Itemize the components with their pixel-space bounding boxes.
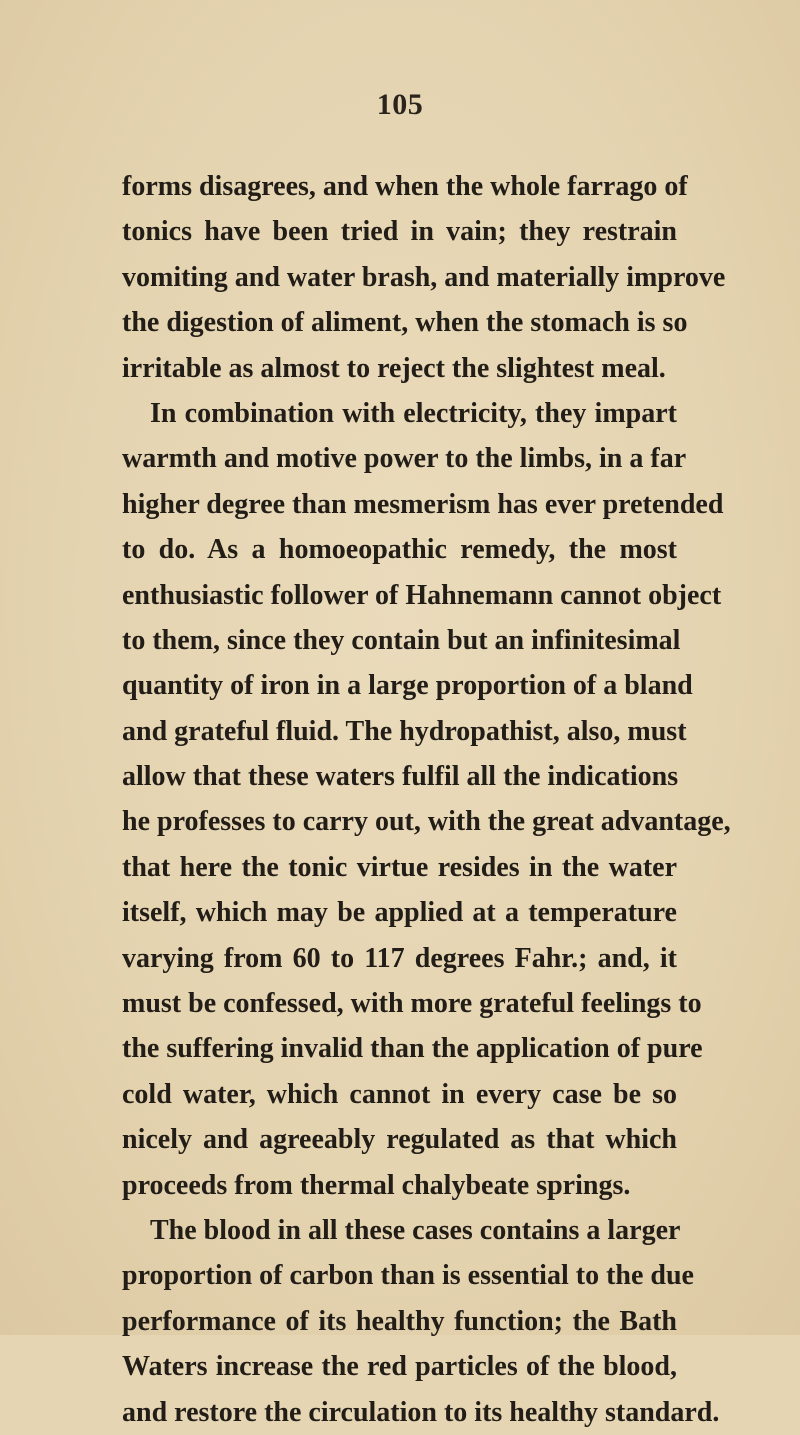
text-line: itself, which may be applied at a temperature — [122, 897, 677, 929]
text-line: higher degree than mesmerism has ever pretended — [122, 488, 724, 520]
text-line: must be confessed, with more grateful feelings to — [122, 988, 702, 1020]
page-number: 105 — [376, 88, 424, 121]
text-line: vomiting and water brash, and materially improve — [122, 261, 726, 293]
text-line: cold water, which cannot in every case be so — [122, 1078, 677, 1110]
text-line: the digestion of aliment, when the stomach is so — [122, 307, 688, 339]
text-line: he professes to carry out, with the great advantage, — [122, 806, 731, 838]
text-line: quantity of iron in a large proportion of a bland — [122, 670, 693, 702]
text-line: nicely and agreeably regulated as that which — [122, 1124, 677, 1156]
text-line: and grateful fluid. The hydropathist, also, must — [122, 715, 687, 747]
text-line: the suffering invalid than the application of pure — [122, 1033, 703, 1065]
text-line: proportion of carbon than is essential to the due — [122, 1260, 694, 1292]
text-line: Waters increase the red particles of the blood, — [122, 1351, 677, 1383]
text-line: enthusiastic follower of Hahnemann cannot object — [122, 579, 722, 611]
text-line: and restore the circulation to its healthy standard. — [122, 1396, 720, 1428]
text-line: warmth and motive power to the limbs, in a far — [122, 443, 687, 475]
text-line: varying from 60 to 117 degrees Fahr.; and, it — [122, 942, 677, 974]
text-line: to do. As a homoeopathic remedy, the most — [122, 534, 677, 566]
text-line: irritable as almost to reject the slightest meal. — [122, 352, 666, 384]
text-line: The blood in all these cases contains a larger — [150, 1214, 681, 1246]
text-line: In combination with electricity, they impart — [150, 397, 677, 429]
text-line: proceeds from thermal chalybeate springs. — [122, 1169, 631, 1201]
text-line: allow that these waters fulfil all the indications — [122, 761, 679, 793]
text-line: forms disagrees, and when the whole farrago of — [122, 171, 688, 202]
text-line: to them, since they contain but an infinitesimal — [122, 624, 681, 656]
text-line: performance of its healthy function; the Bath — [122, 1305, 677, 1337]
text-line: tonics have been tried in vain; they restrain — [122, 216, 677, 248]
body-text — [122, 164, 731, 1435]
text-line: that here the tonic virtue resides in the water — [122, 851, 677, 883]
